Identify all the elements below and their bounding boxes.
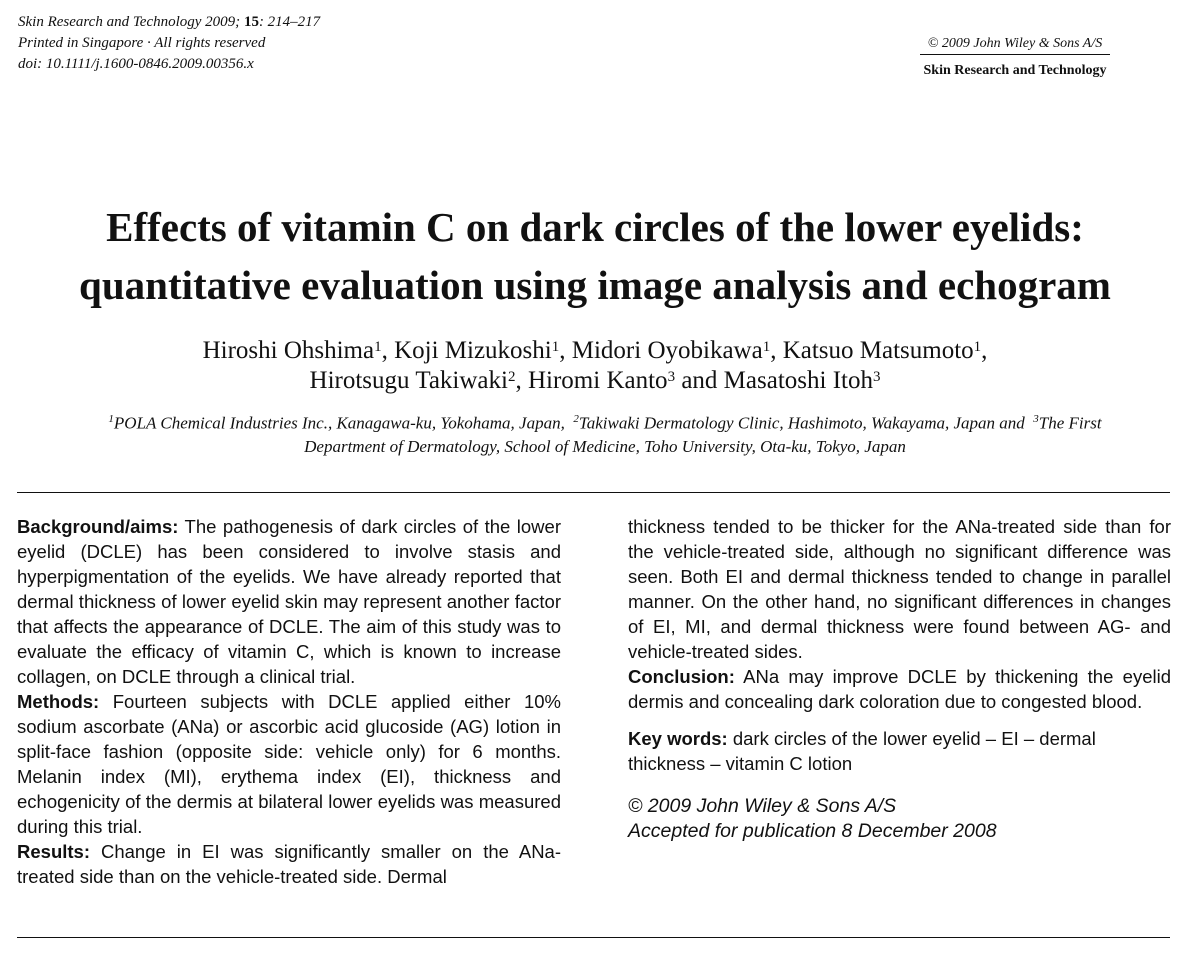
affiliation-3: The First [1038, 413, 1102, 433]
abstract-methods: Methods: Fourteen subjects with DCLE applied either 10% sodium ascorbate (ANa) or ascorbic acid glucoside (AG) lotion in split-face fashion (opposite side: vehicle only) for 6 months. Melanin index (MI), erythema index (EI), thickness and echogenicity of the dermis at bilateral lower eyelids was measured during this trial. [17, 691, 562, 837]
article-footnote [628, 794, 1171, 844]
abstract-background: Background/aims: The pathogenesis of dark circles of the lower eyelid (DCLE) has been considered to involve stasis and hyperpigmentation of the eyelids. We have already reported that dermal thickness of lower eyelid skin may represent another factor that affects the appearance of DCLE. The aim of this study was to evaluate the efficacy of vitamin C, which is known to increase collagen, on DCLE through a clinical trial. [17, 516, 561, 687]
journal-citation [18, 12, 320, 75]
author: Hiroshi Ohshima [202, 337, 375, 364]
keywords-label: Key words: [628, 728, 728, 749]
author: Masatoshi Itoh [723, 367, 873, 394]
background-label: Background/aims: [17, 516, 179, 537]
article-title [0, 198, 1190, 314]
affiliations: $^1$POLA Chemical Industries Inc., Kanagawa-ku, Yokohama, Japan, $^2$Takiwaki Dermatology Clinic, Hashimoto, Wakayama, Japan and $^3$The First Department of Dermatology, School of Medicine, Toho University, Ota-ku, Tokyo, Japan [108, 413, 1102, 456]
publisher-journal-name: Skin Research and Technology [923, 63, 1107, 78]
publisher-copyright: © 2009 John Wiley & Sons A/S [920, 34, 1110, 55]
author: Hirotsugu Takiwaki [309, 367, 508, 394]
abstract-right-column [628, 514, 1171, 844]
title-line-2: quantitative evaluation using image analysis and echogram [79, 262, 1111, 308]
results-label: Results: [17, 841, 90, 862]
abstract-conclusion: Conclusion: ANa may improve DCLE by thickening the eyelid dermis and concealing dark coloration due to congested blood. [628, 666, 1171, 712]
keywords: Key words: dark circles of the lower eyelid – EI – dermal thickness – vitamin C lotion [628, 728, 1096, 774]
affiliation-3-cont: Department of Dermatology, School of Medicine, Toho University, Ota-ku, Tokyo, Japan [304, 436, 906, 456]
footer-copyright: © 2009 John Wiley & Sons A/S [628, 795, 897, 817]
journal-citation-line1: Skin Research and Technology 2009; 15: 214–217 [18, 14, 321, 30]
divider-top [17, 492, 1170, 493]
author: Midori Oyobikawa [571, 337, 763, 364]
journal-volume: 15 [243, 14, 259, 30]
publisher-block [900, 34, 1130, 81]
conclusion-label: Conclusion: [628, 666, 735, 687]
abstract-results: Results: Change in EI was significantly smaller on the ANa-treated side than on the vehicle-treated side. Dermal [17, 841, 562, 887]
abstract-results-cont: thickness tended to be thicker for the ANa-treated side than for the vehicle-treated side, although no significant difference was seen. Both EI and dermal thickness tended to change in parallel manner. On the other hand, no significant differences in changes of EI, MI, and dermal thickness were found between AG- and vehicle-treated sides. [628, 516, 1171, 662]
title-line-1: Effects of vitamin C on dark circles of the lower eyelids: [106, 204, 1084, 250]
abstract-left-column [17, 514, 561, 889]
author: Koji Mizukoshi [394, 337, 552, 364]
journal-doi: doi: 10.1111/j.1600-0846.2009.00356.x [18, 56, 254, 72]
author: Hiromi Kanto [527, 367, 668, 394]
journal-print-line: Printed in Singapore · All rights reserved [18, 35, 266, 51]
affiliation-1: POLA Chemical Industries Inc., Kanagawa-ku, Yokohama, Japan, [113, 413, 565, 433]
methods-label: Methods: [17, 691, 100, 712]
divider-bottom [17, 937, 1170, 938]
footer-accepted: Accepted for publication 8 December 2008 [628, 820, 997, 842]
affiliation-2: Takiwaki Dermatology Clinic, Hashimoto, Wakayama, Japan and [578, 413, 1025, 433]
author: Katsuo Matsumoto [782, 337, 974, 364]
author-list: Hiroshi Ohshima$^1$, Koji Mizukoshi$^1$, Midori Oyobikawa$^1$, Katsuo Matsumoto$^1$, Hirotsugu Takiwaki$^2$, Hiromi Kanto$^3$ and Masatoshi Itoh$^3$ [202, 337, 988, 394]
